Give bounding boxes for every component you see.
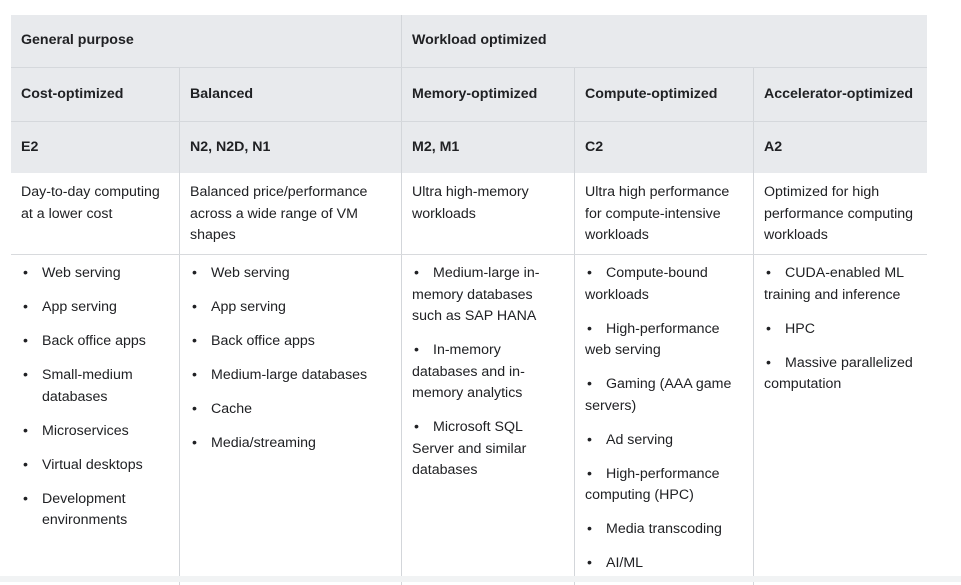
list-item: • Web serving [190, 263, 391, 285]
description-row [11, 173, 927, 255]
list-item: • Media transcoding [585, 519, 743, 541]
list-item: • App serving [21, 297, 169, 319]
list-item: • Microservices [21, 421, 169, 443]
category-compute-optimized: Compute-optimized [574, 68, 753, 121]
description-compute-optimized: Ultra high performance for compute-intensive workloads [574, 173, 753, 254]
description-accelerator-optimized: Optimized for high performance computing workloads [753, 173, 927, 254]
list-item: • App serving [190, 297, 391, 319]
list-item: • High-performance web serving [585, 319, 743, 362]
list-item: • Back office apps [21, 331, 169, 353]
list-item: • Web serving [21, 263, 169, 285]
list-item: • Back office apps [190, 331, 391, 353]
list-item: • Ad serving [585, 430, 743, 452]
category-balanced: Balanced [179, 68, 401, 121]
family-row [11, 122, 927, 173]
use-cases-balanced [179, 255, 401, 585]
list-item: • Massive parallelized computation [764, 353, 917, 396]
list-item: • Microsoft SQL Server and similar databases [412, 417, 564, 482]
list-item: • Virtual desktops [21, 455, 169, 477]
family-memory-optimized: M2, M1 [401, 122, 574, 173]
list-item: • Cache [190, 399, 391, 421]
family-accelerator-optimized: A2 [753, 122, 927, 173]
list-item: • Gaming (AAA game servers) [585, 374, 743, 417]
group-general-purpose: General purpose [21, 32, 134, 49]
family-compute-optimized: C2 [574, 122, 753, 173]
group-header-row [11, 15, 927, 68]
list-item: • Compute-bound workloads [585, 263, 743, 306]
list-item: • Medium-large databases [190, 365, 391, 387]
group-workload-optimized: Workload optimized [401, 15, 927, 67]
description-memory-optimized: Ultra high-memory workloads [401, 173, 574, 254]
list-item: • Small-medium databases [21, 365, 169, 408]
description-cost-optimized: Day-to-day computing at a lower cost [21, 184, 160, 222]
family-cost-optimized: E2 [21, 138, 39, 155]
list-item: • Media/streaming [190, 433, 391, 455]
family-balanced: N2, N2D, N1 [179, 122, 401, 173]
bottom-strip [0, 576, 961, 582]
use-cases-compute-optimized [574, 255, 753, 585]
list-item: • Development environments [21, 489, 169, 532]
description-balanced: Balanced price/performance across a wide range of VM shapes [179, 173, 401, 254]
category-memory-optimized: Memory-optimized [401, 68, 574, 121]
use-cases-row [11, 255, 927, 585]
category-accelerator-optimized: Accelerator-optimized [753, 68, 927, 121]
machine-families-table [11, 15, 927, 585]
list-item: • CUDA-enabled ML training and inference [764, 263, 917, 306]
use-cases-memory-optimized [401, 255, 574, 585]
list-item: • In-memory databases and in-memory analytics [412, 340, 564, 405]
use-cases-accelerator-optimized [753, 255, 927, 585]
list-item: • HPC [764, 319, 917, 341]
list-item: • AI/ML [585, 553, 743, 575]
use-cases-cost-optimized [11, 255, 179, 585]
category-cost-optimized: Cost-optimized [21, 85, 124, 102]
list-item: • Medium-large in-memory databases such as SAP HANA [412, 263, 564, 328]
category-header-row [11, 68, 927, 122]
list-item: • High-performance computing (HPC) [585, 464, 743, 507]
